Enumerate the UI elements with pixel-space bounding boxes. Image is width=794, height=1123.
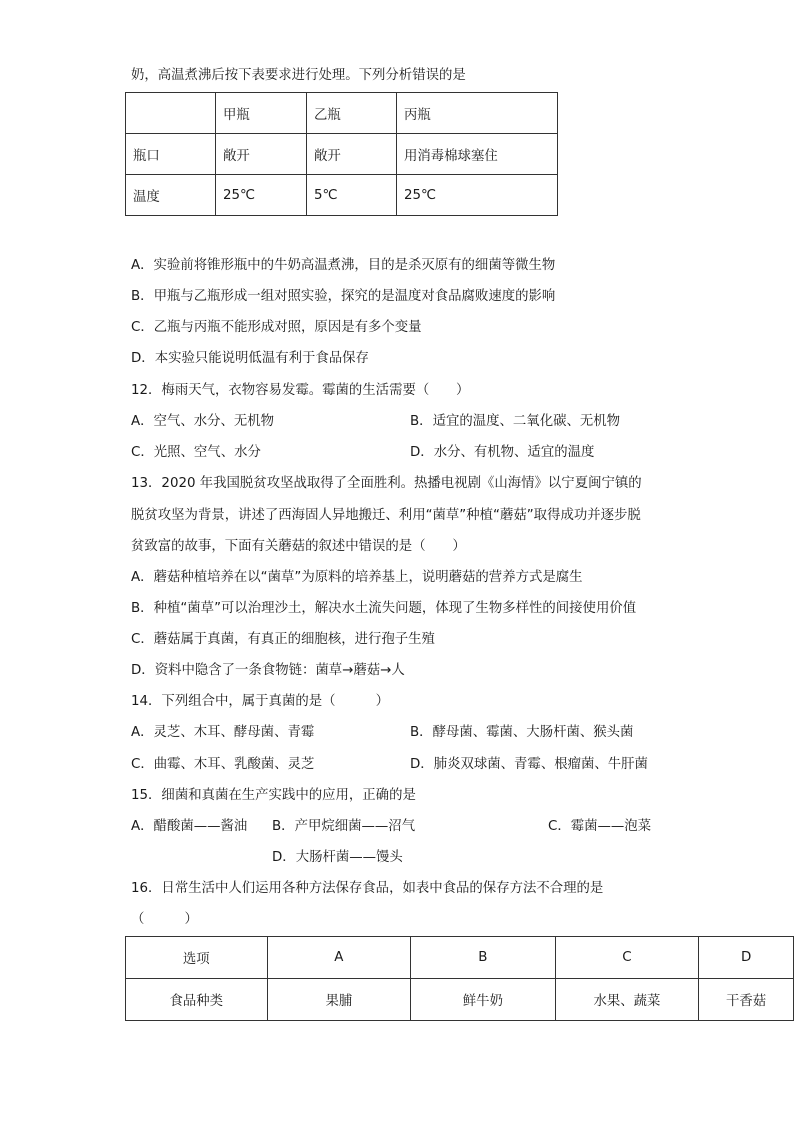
q12-option-a: A．空气、水分、无机物 [131,414,275,429]
table-cell: B [411,937,556,979]
q14-option-b: B．酵母菌、霉菌、大肠杆菌、猴头菌 [410,725,634,740]
table-cell: 选项 [126,937,268,979]
table-cell: 用消毒棉球塞住 [397,134,558,175]
q13-option-a: A．蘑菇种植培养在以“菌草”为原料的培养基上，说明蘑菇的营养方式是腐生 [131,570,583,585]
q14-option-c: C．曲霉、木耳、乳酸菌、灵芝 [131,757,315,772]
table-cell: 乙瓶 [307,93,397,134]
table-cell: 甲瓶 [216,93,307,134]
q14-stem: 14．下列组合中，属于真菌的是（ ） [131,694,390,709]
q13-option-d: D．资料中隐含了一条食物链：菌草→蘑菇→人 [131,663,405,678]
q14-option-d: D．肺炎双球菌、青霉、根瘤菌、牛肝菌 [410,757,648,772]
q15-stem: 15．细菌和真菌在生产实践中的应用，正确的是 [131,788,416,803]
table-cell: 鲜牛奶 [411,979,556,1021]
q15-option-b: B．产甲烷细菌——沼气 [272,819,416,834]
table-cell: 温度 [126,175,216,216]
table-cell: 5℃ [307,175,397,216]
q13-stem-line-1: 13．2020 年我国脱贫攻坚战取得了全面胜利。热播电视剧《山海情》以宁夏闽宁镇的 [131,476,642,491]
table-cell: D [699,937,794,979]
q16-stem: 16．日常生活中人们运用各种方法保存食品，如表中食品的保存方法不合理的是 [131,881,604,896]
q12-option-b: B．适宜的温度、二氧化碳、无机物 [410,414,621,429]
table-cell: 干香菇 [699,979,794,1021]
table-cell: 敞开 [307,134,397,175]
q11-table [125,92,558,216]
q11-option-c: C．乙瓶与丙瓶不能形成对照，原因是有多个变量 [131,320,422,335]
table-cell: 25℃ [216,175,307,216]
q13-stem-line-2: 脱贫攻坚为背景，讲述了西海固人异地搬迁、利用“菌草”种植“蘑菇”取得成功并逐步脱 [131,508,641,523]
q15-option-a: A．醋酸菌——酱油 [131,819,248,834]
q16-paren: （ ） [131,912,198,927]
table-cell: 敞开 [216,134,307,175]
table-cell: 果脯 [267,979,411,1021]
table-cell: 水果、蔬菜 [555,979,699,1021]
table-row [126,979,794,1021]
q14-option-a: A．灵芝、木耳、酵母菌、青霉 [131,725,315,740]
table-cell: 25℃ [397,175,558,216]
table-cell: 瓶口 [126,134,216,175]
table-cell: C [555,937,699,979]
q11-option-d: D．本实验只能说明低温有利于食品保存 [131,351,369,366]
table-row [126,937,794,979]
table-cell [126,93,216,134]
q11-option-a: A．实验前将锥形瓶中的牛奶高温煮沸，目的是杀灭原有的细菌等微生物 [131,258,556,273]
table-cell: 食品种类 [126,979,268,1021]
q12-option-d: D．水分、有机物、适宜的温度 [410,445,595,460]
q13-option-b: B．种植“菌草”可以治理沙土，解决水土流失问题，体现了生物多样性的间接使用价值 [131,601,637,616]
q15-option-d: D．大肠杆菌——馒头 [272,850,403,865]
table-cell: A [267,937,411,979]
table-row [126,134,558,175]
q11-option-b: B．甲瓶与乙瓶形成一组对照实验，探究的是温度对食品腐败速度的影响 [131,289,556,304]
q15-option-c: C．霉菌——泡菜 [548,819,652,834]
q12-option-c: C．光照、空气、水分 [131,445,261,460]
table-row [126,93,558,134]
q12-stem: 12．梅雨天气，衣物容易发霉。霉菌的生活需要（ ） [131,383,470,398]
q13-stem-line-3: 贫致富的故事，下面有关蘑菇的叙述中错误的是（ ） [131,539,466,554]
q16-table [125,936,794,1021]
q13-option-c: C．蘑菇属于真菌，有真正的细胞核，进行孢子生殖 [131,632,435,647]
table-cell: 丙瓶 [397,93,558,134]
table-row [126,175,558,216]
q11-intro: 奶，高温煮沸后按下表要求进行处理。下列分析错误的是 [131,68,466,83]
